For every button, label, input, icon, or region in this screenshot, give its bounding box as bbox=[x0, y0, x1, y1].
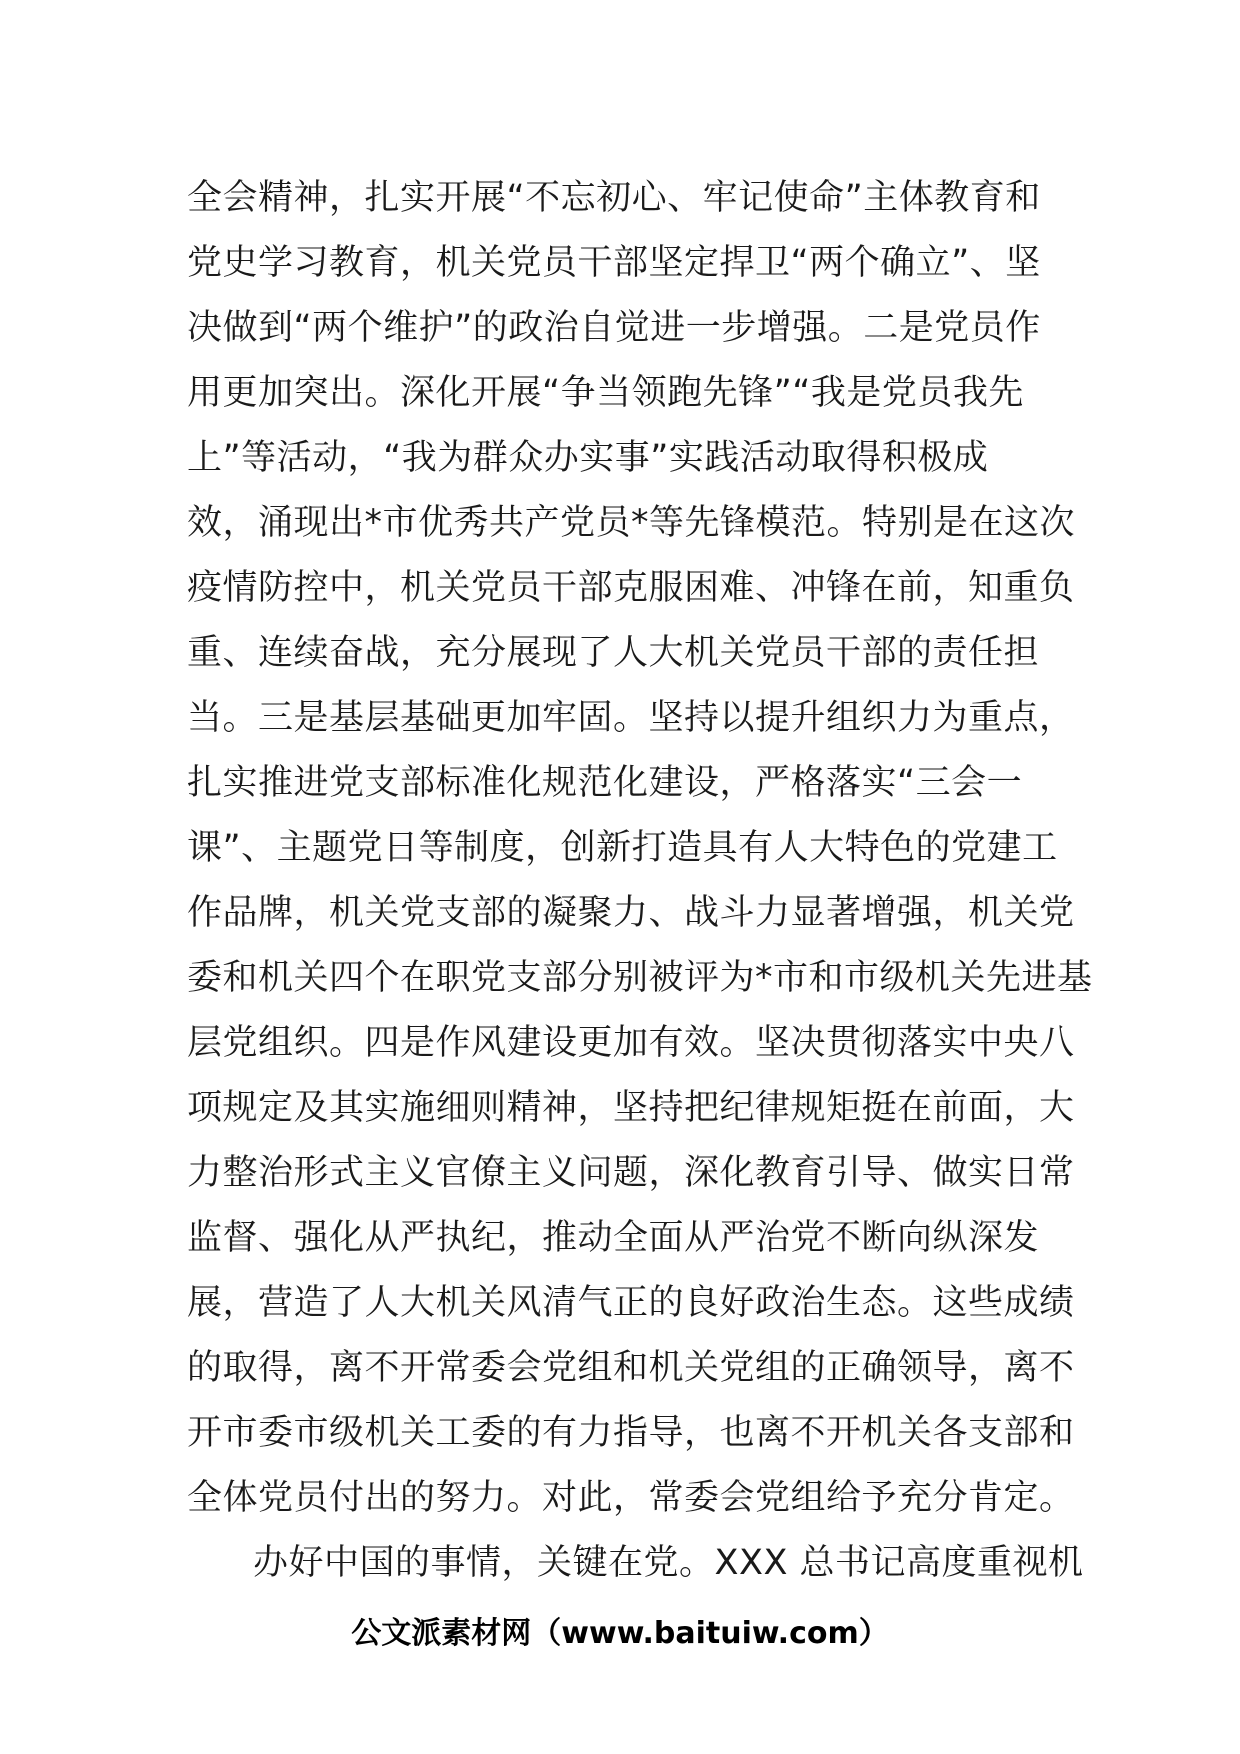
text-line: 效，涌现出*市优秀共产党员*等先锋模范。特别是在这次 bbox=[187, 503, 1076, 543]
text-line: 当。三是基层基础更加牢固。坚持以提升组织力为重点， bbox=[187, 698, 1075, 738]
paragraph-start-line: 办好中国的事情，关键在党。XXX 总书记高度重视机 bbox=[253, 1543, 1084, 1583]
text-line: 党史学习教育，机关党员干部坚定捍卫“两个确立”、坚 bbox=[187, 243, 1041, 283]
text-line: 重、连续奋战，充分展现了人大机关党员干部的责任担 bbox=[187, 633, 1040, 673]
text-line: 层党组织。四是作风建设更加有效。坚决贯彻落实中央八 bbox=[187, 1023, 1075, 1063]
text-line: 扎实推进党支部标准化规范化建设，严格落实“三会一 bbox=[187, 763, 1023, 803]
text-line: 全会精神，扎实开展“不忘初心、牢记使命”主体教育和 bbox=[187, 178, 1041, 218]
text-line: 委和机关四个在职党支部分别被评为*市和市级机关先进基 bbox=[187, 958, 1093, 998]
text-line: 的取得，离不开常委会党组和机关党组的正确领导，离不 bbox=[187, 1348, 1075, 1388]
text-line: 全体党员付出的努力。对此，常委会党组给予充分肯定。 bbox=[187, 1478, 1075, 1518]
text-line: 课”、主题党日等制度，创新打造具有人大特色的党建工 bbox=[187, 828, 1058, 868]
text-line: 监督、强化从严执纪，推动全面从严治党不断向纵深发 bbox=[187, 1218, 1040, 1258]
text-line: 展，营造了人大机关风清气正的良好政治生态。这些成绩 bbox=[187, 1283, 1075, 1323]
footer-watermark: 公文派素材网（www.baituiw.com） bbox=[351, 1616, 889, 1651]
text-line: 决做到“两个维护”的政治自觉进一步增强。二是党员作 bbox=[187, 308, 1041, 348]
body-text bbox=[187, 166, 1093, 1596]
text-line: 疫情防控中，机关党员干部克服困难、冲锋在前，知重负 bbox=[187, 568, 1075, 608]
text-line: 项规定及其实施细则精神，坚持把纪律规矩挺在前面，大 bbox=[187, 1088, 1075, 1128]
text-line: 上”等活动，“我为群众办实事”实践活动取得积极成 bbox=[187, 438, 989, 478]
text-line: 作品牌，机关党支部的凝聚力、战斗力显著增强，机关党 bbox=[187, 893, 1075, 933]
text-line: 用更加突出。深化开展“争当领跑先锋”“我是党员我先 bbox=[187, 373, 1024, 413]
text-line: 开市委市级机关工委的有力指导，也离不开机关各支部和 bbox=[187, 1413, 1075, 1453]
text-line: 力整治形式主义官僚主义问题，深化教育引导、做实日常 bbox=[187, 1153, 1075, 1193]
